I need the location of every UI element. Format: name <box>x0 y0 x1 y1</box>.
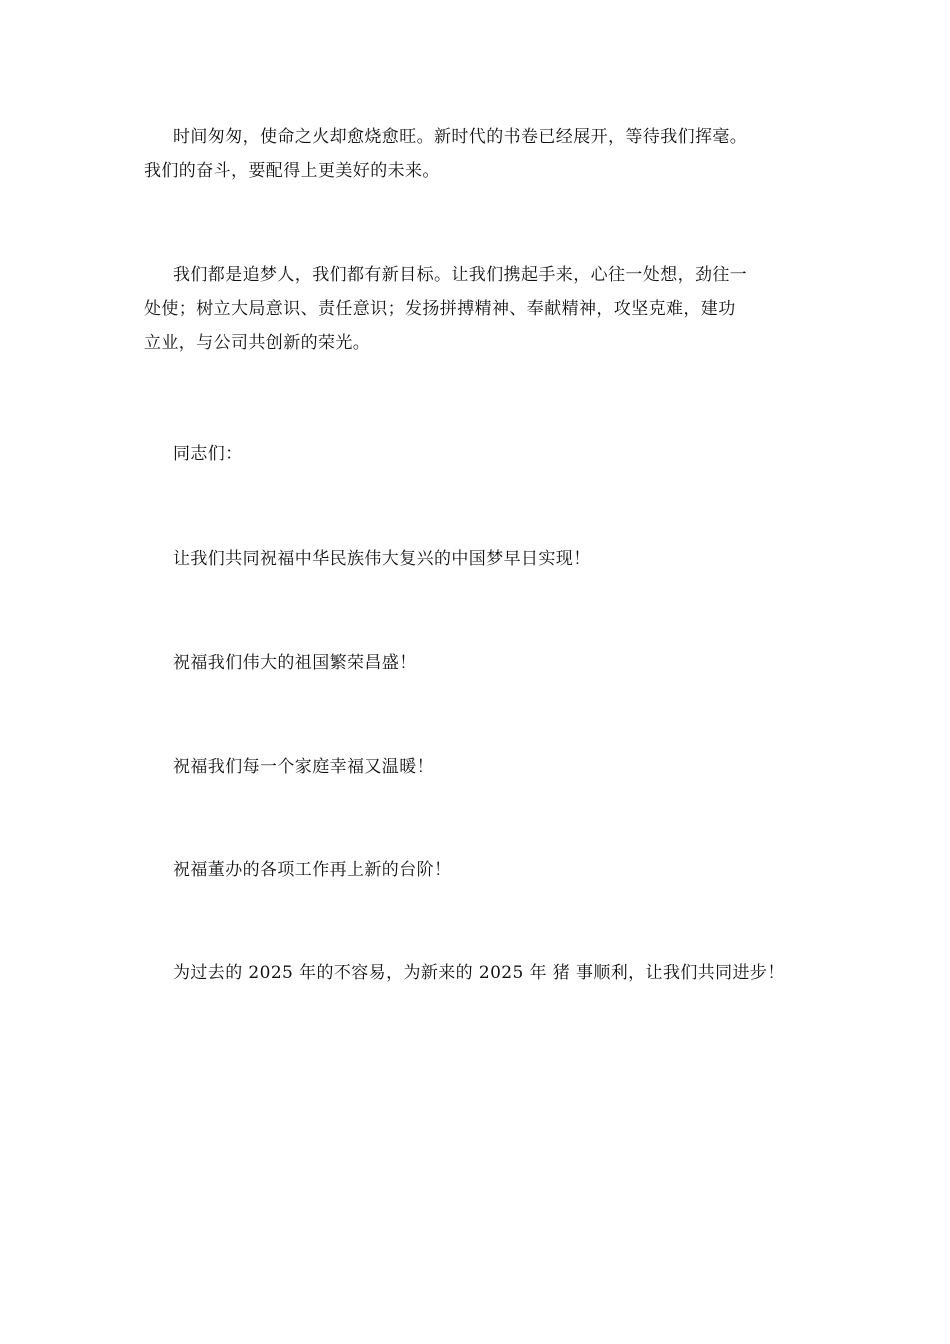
paragraph-line: 立业，与公司共创新的荣光。 <box>144 333 371 353</box>
paragraph-line: 同志们： <box>173 444 243 464</box>
paragraph-line: 让我们共同祝福中华民族伟大复兴的中国梦早日实现！ <box>173 549 591 569</box>
paragraph-blessing-office <box>144 853 814 887</box>
paragraph-line: 时间匆匆，使命之火却愈烧愈旺。新时代的书卷已经展开，等待我们挥毫。 <box>173 127 748 147</box>
paragraph-line: 我们的奋斗，要配得上更美好的未来。 <box>144 161 440 181</box>
paragraph-blessing-nation <box>144 542 814 576</box>
paragraph-line: 祝福我们伟大的祖国繁荣昌盛！ <box>173 653 417 673</box>
paragraph-blessing-motherland <box>144 646 814 680</box>
paragraph-line: 处使；树立大局意识、责任意识；发扬拼搏精神、奉献精神，攻坚克难，建功 <box>144 299 736 319</box>
paragraph-dream-chasers <box>144 258 814 360</box>
paragraph-mission <box>144 120 814 188</box>
paragraph-new-year <box>144 956 814 990</box>
paragraph-blessing-family <box>144 750 814 784</box>
paragraph-line: 祝福董办的各项工作再上新的台阶！ <box>173 860 452 880</box>
paragraph-line: 祝福我们每一个家庭幸福又温暖！ <box>173 757 434 777</box>
paragraph-line: 我们都是追梦人，我们都有新目标。让我们携起手来，心往一处想，劲往一 <box>173 265 748 285</box>
paragraph-salutation <box>144 437 814 471</box>
paragraph-line: 为过去的 2025 年的不容易，为新来的 2025 年 猪 事顺利，让我们共同进步！ <box>173 963 785 983</box>
